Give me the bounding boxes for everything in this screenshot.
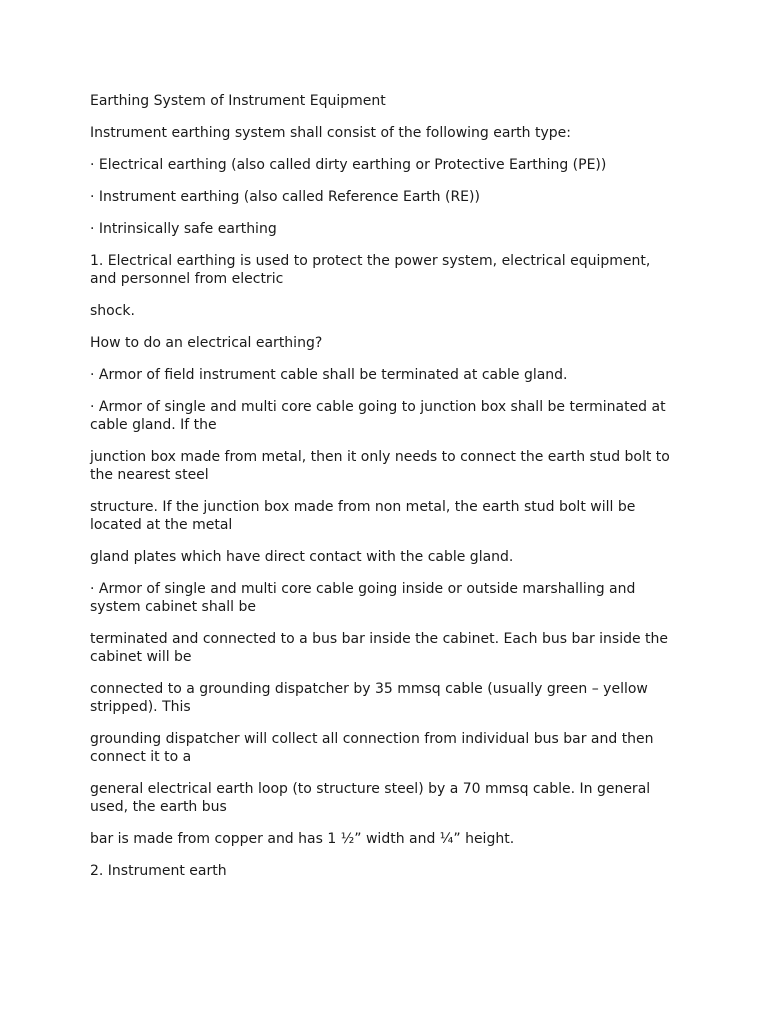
document-title: Earthing System of Instrument Equipment [90,93,386,109]
section-heading: 2. Instrument earth [90,863,227,879]
bullet-item: · Instrument earthing (also called Reference Earth (RE)) [90,189,480,205]
paragraph: gland plates which have direct contact with the cable gland. [90,549,514,565]
paragraph: bar is made from copper and has 1 ½” width and ¼” height. [90,831,515,847]
paragraph: 1. Electrical earthing is used to protect the power system, electrical equipment, and personnel from electric [90,253,651,287]
paragraph: grounding dispatcher will collect all connection from individual bus bar and then connect it to a [90,731,654,765]
paragraph: terminated and connected to a bus bar inside the cabinet. Each bus bar inside the cabinet will be [90,631,669,665]
bullet-item: · Intrinsically safe earthing [90,221,277,237]
bullet-item: · Armor of single and multi core cable going to junction box shall be terminated at cable gland. If the [90,399,666,433]
paragraph: Instrument earthing system shall consist of the following earth type: [90,125,571,141]
paragraph: general electrical earth loop (to structure steel) by a 70 mmsq cable. In general used, the earth bus [90,781,651,815]
bullet-item: · Armor of single and multi core cable going inside or outside marshalling and system cabinet shall be [90,581,636,615]
paragraph: structure. If the junction box made from non metal, the earth stud bolt will be located at the metal [90,499,636,533]
paragraph: shock. [90,303,135,319]
bullet-item: · Armor of field instrument cable shall be terminated at cable gland. [90,367,568,383]
paragraph: connected to a grounding dispatcher by 35 mmsq cable (usually green – yellow stripped). This [90,681,648,715]
paragraph: junction box made from metal, then it only needs to connect the earth stud bolt to the nearest steel [90,449,670,483]
document-body [90,92,680,894]
section-question: How to do an electrical earthing? [90,335,323,351]
bullet-item: · Electrical earthing (also called dirty earthing or Protective Earthing (PE)) [90,157,607,173]
